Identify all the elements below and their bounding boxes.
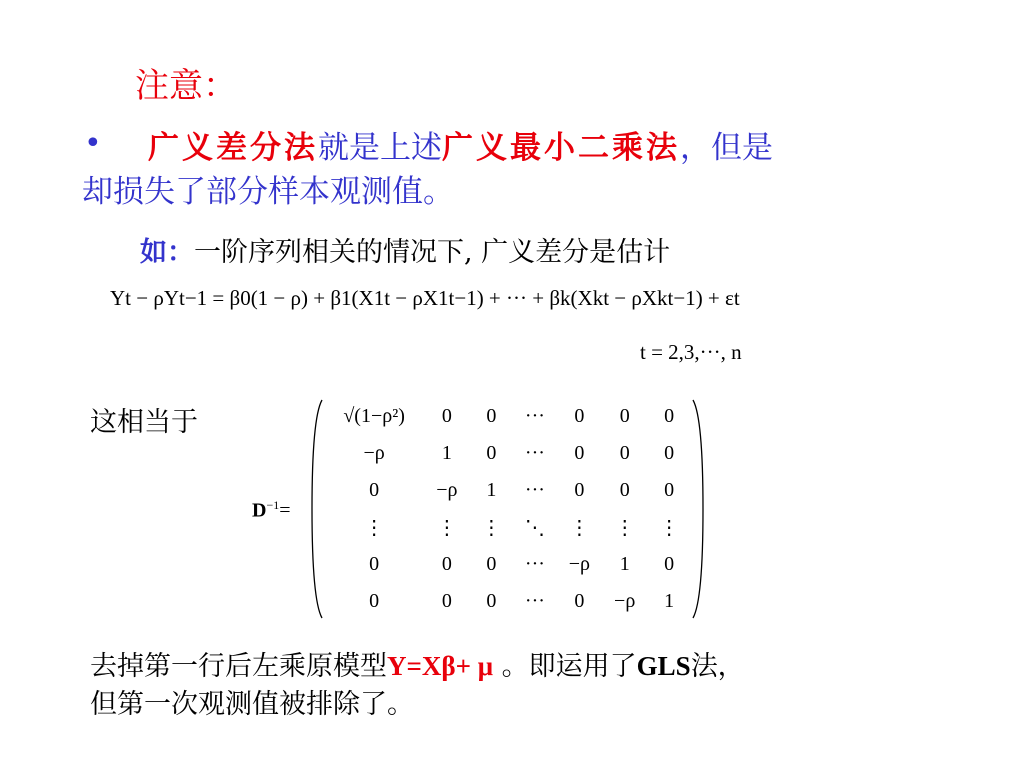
- matrix-row: [324, 435, 691, 472]
- difference-equation: Yt − ρYt−1 = β0(1 − ρ) + β1(X1t − ρX1t−1) + ··· + βk(Xkt − ρXkt−1) + εt: [110, 286, 740, 310]
- model-formula: Y=Xβ+ μ: [387, 651, 494, 681]
- matrix-cell: 0: [574, 405, 585, 427]
- matrix-cell: 0: [369, 553, 380, 575]
- bullet-line-2: 却损失了部分样本观测值。: [82, 174, 454, 210]
- matrix-cell: ⋮: [436, 517, 457, 539]
- matrix-cell: 0: [441, 405, 452, 427]
- gls-term: GLS: [636, 651, 691, 681]
- slide-title: 注意：: [135, 66, 237, 106]
- term-gls: 广义最小二乘法: [442, 130, 680, 166]
- bullet-text-a: 就是上述: [318, 130, 442, 166]
- matrix-cell: −ρ: [614, 590, 636, 612]
- bullet-line-1: [148, 122, 773, 167]
- left-paren-icon: [310, 398, 324, 620]
- matrix-cell: 0: [664, 442, 675, 464]
- matrix-cell: ⋮: [569, 517, 590, 539]
- example-label: 如：: [140, 237, 194, 268]
- matrix-cell: 1: [486, 479, 497, 501]
- matrix-cell: 1: [664, 590, 675, 612]
- equivalent-label: 这相当于: [90, 407, 198, 438]
- matrix-row: [324, 398, 691, 435]
- matrix-cell: ⋮: [659, 517, 680, 539]
- conclusion-text-a: 去掉第一行后左乘原模型: [90, 651, 387, 682]
- matrix-cell: 1: [619, 553, 630, 575]
- matrix-row: [324, 472, 691, 509]
- matrix-cell: 0: [664, 405, 675, 427]
- example-text: 一阶序列相关的情况下, 广义差分是估计: [194, 237, 671, 268]
- matrix-cell: 0: [441, 553, 452, 575]
- matrix-cell: ⋮: [364, 517, 385, 539]
- matrix-label: [252, 498, 291, 523]
- time-range: t = 2,3,···, n: [640, 340, 742, 364]
- matrix-row: [324, 509, 691, 546]
- matrix-cell: 0: [369, 479, 380, 501]
- matrix-row: [324, 583, 691, 620]
- matrix-cell: ···: [524, 405, 545, 427]
- conclusion-text-b: 。即运用了: [493, 651, 637, 682]
- matrix-cell: 0: [486, 405, 497, 427]
- matrix-cell: 0: [486, 590, 497, 612]
- matrix-cell: −ρ: [363, 442, 385, 464]
- matrix-cell: 0: [664, 479, 675, 501]
- matrix-cell: 0: [486, 442, 497, 464]
- matrix-cell: ···: [524, 479, 545, 501]
- matrix-cell: 0: [574, 590, 585, 612]
- example-line: [140, 230, 670, 269]
- matrix-symbol: D: [252, 499, 267, 522]
- matrix-cell: ⋮: [481, 517, 502, 539]
- matrix-cell: 1: [441, 442, 452, 464]
- bullet-text-b: ，但是: [680, 130, 773, 166]
- matrix-cell: ···: [524, 553, 545, 575]
- conclusion-line-1: [90, 644, 745, 683]
- matrix-cell: ⋮: [614, 517, 635, 539]
- matrix-cell: ⋱: [524, 517, 545, 539]
- matrix-cell: ···: [524, 442, 545, 464]
- term-generalized-difference: 广义差分法: [148, 130, 318, 166]
- matrix-cell: 0: [486, 553, 497, 575]
- matrix-table: [324, 398, 691, 620]
- bullet-dot: •: [84, 126, 102, 161]
- matrix-cell: 0: [574, 479, 585, 501]
- conclusion-line-2: 但第一次观测值被排除了。: [90, 689, 414, 720]
- matrix-cell: 0: [369, 590, 380, 612]
- right-paren-icon: [691, 398, 705, 620]
- matrix-cell: −ρ: [436, 479, 458, 501]
- matrix-inverse-sup: −1: [266, 498, 280, 512]
- matrix-cell: 0: [574, 442, 585, 464]
- transform-matrix: [310, 398, 705, 620]
- matrix-cell: 0: [619, 442, 630, 464]
- matrix-cell: 0: [619, 405, 630, 427]
- matrix-cell: −ρ: [568, 553, 590, 575]
- matrix-cell: ···: [524, 590, 545, 612]
- matrix-cell: 0: [664, 553, 675, 575]
- matrix-cell: 0: [619, 479, 630, 501]
- matrix-equals: =: [279, 499, 291, 522]
- conclusion-text-c: 法，: [690, 651, 745, 682]
- matrix-cell: √(1−ρ²): [343, 405, 405, 427]
- matrix-cell: 0: [441, 590, 452, 612]
- matrix-row: [324, 546, 691, 583]
